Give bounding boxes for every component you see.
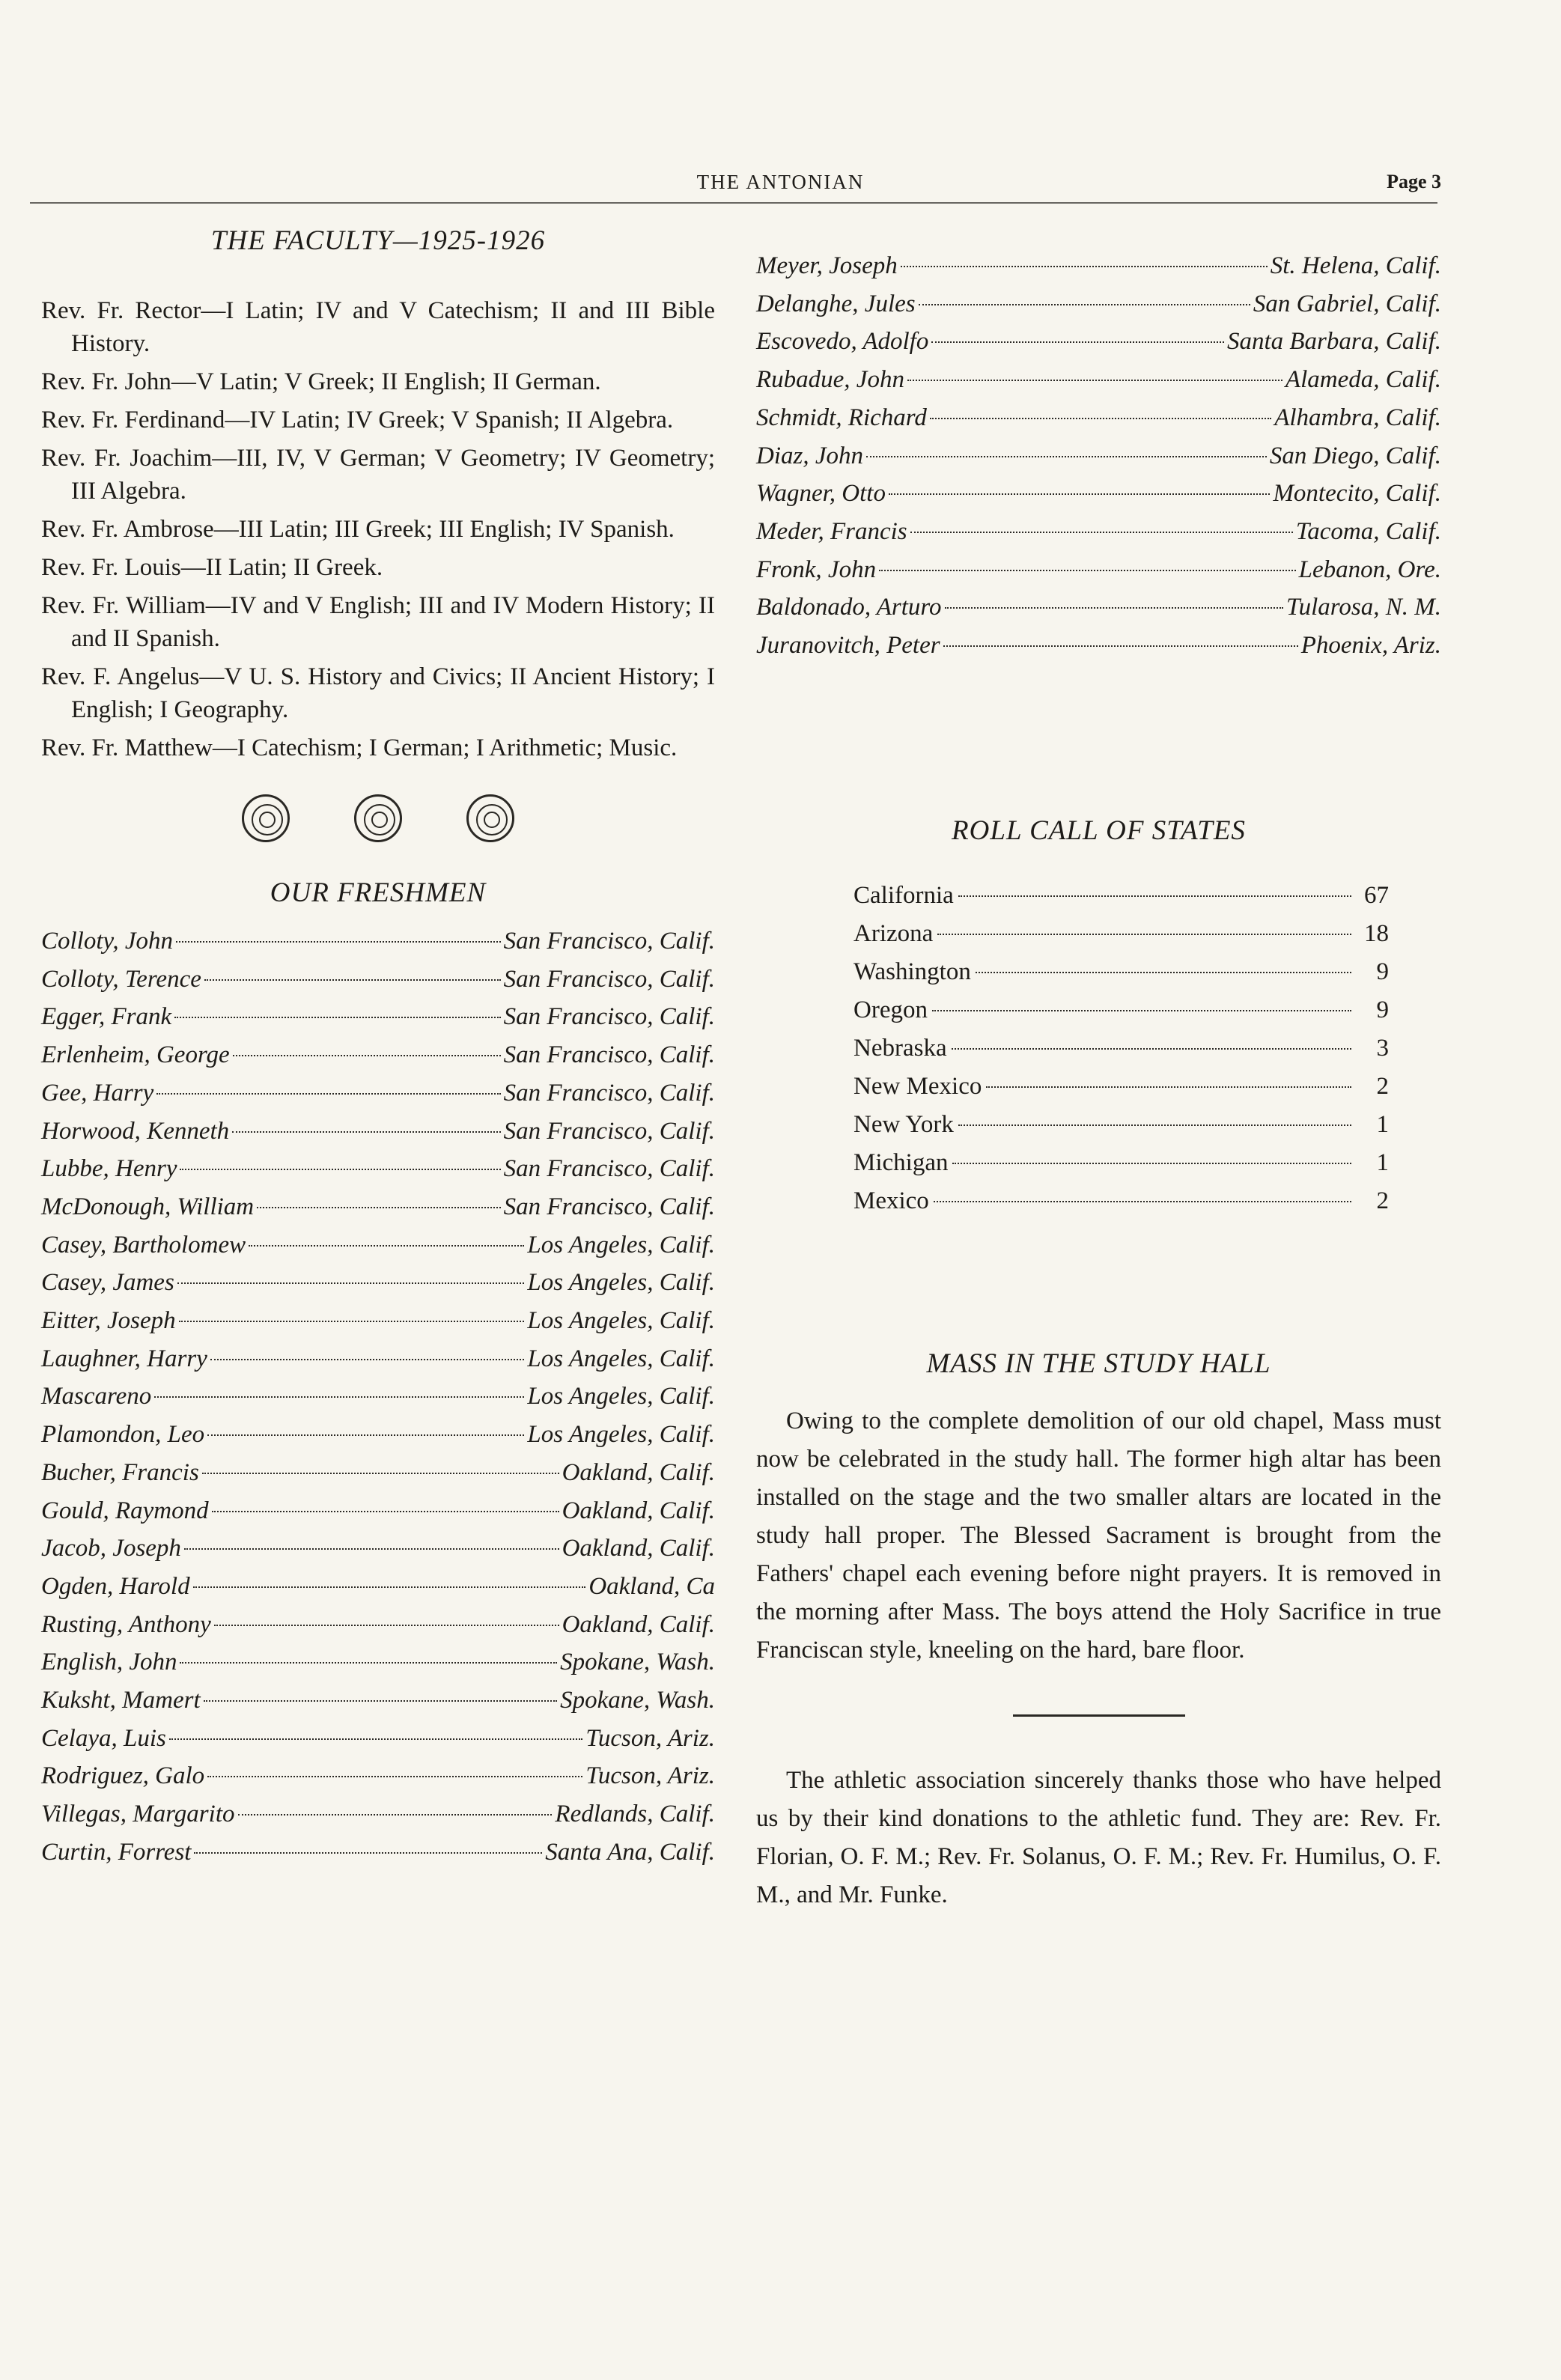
- freshman-row: [41, 1378, 715, 1416]
- dot-leader: [907, 380, 1282, 381]
- freshman-row: [41, 1036, 715, 1074]
- section-divider: [1013, 1714, 1185, 1717]
- entry-name: Baldonado, Arturo: [756, 594, 942, 621]
- page-header: [0, 171, 1561, 201]
- entry-name: Rodriguez, Galo: [41, 1762, 205, 1790]
- state-count: 1: [1376, 1110, 1389, 1138]
- freshman-row: [41, 922, 715, 961]
- freshman-row: [41, 1188, 715, 1226]
- state-row: [853, 1182, 1389, 1220]
- entry-name: Laughner, Harry: [41, 1345, 207, 1372]
- state-row: [853, 991, 1389, 1029]
- dot-leader: [238, 1814, 553, 1816]
- freshman-row: [41, 1150, 715, 1188]
- dot-leader: [210, 1359, 525, 1360]
- dot-leader: [214, 1625, 559, 1626]
- dot-leader: [154, 1396, 524, 1398]
- freshman-row: [756, 247, 1441, 285]
- dot-leader: [901, 266, 1268, 267]
- faculty-entry: Rev. Fr. Matthew—I Catechism; I German; I Arithmetic; Music.: [41, 734, 678, 761]
- dot-leader: [156, 1093, 500, 1095]
- entry-name: Celaya, Luis: [41, 1724, 166, 1752]
- freshman-row: [41, 1720, 715, 1758]
- dot-leader: [184, 1548, 559, 1550]
- right-column: [756, 247, 1441, 1914]
- mass-heading: MASS IN THE STUDY HALL: [926, 1348, 1271, 1379]
- rose-icon: [466, 794, 514, 842]
- header-rule: [30, 202, 1437, 204]
- freshman-row: [41, 1264, 715, 1302]
- entry-place: Oakland, Ca: [588, 1572, 715, 1600]
- dot-leader: [177, 1282, 525, 1284]
- faculty-entry: Rev. Fr. Rector—I Latin; IV and V Catechism; II and III Bible History.: [41, 297, 715, 357]
- entry-place: Spokane, Wash.: [560, 1687, 715, 1714]
- freshmen-list: [41, 922, 715, 1872]
- entry-name: Lubbe, Henry: [41, 1155, 177, 1183]
- dot-leader: [889, 493, 1270, 495]
- entry-place: San Francisco, Calif.: [503, 1155, 715, 1183]
- state-name: Michigan: [853, 1148, 949, 1176]
- state-name: Washington: [853, 958, 971, 985]
- entry-name: Colloty, Terence: [41, 965, 201, 993]
- dot-leader: [180, 1662, 557, 1664]
- entry-name: Rusting, Anthony: [41, 1610, 211, 1638]
- entry-place: Los Angeles, Calif.: [527, 1231, 715, 1259]
- entry-name: Escovedo, Adolfo: [756, 328, 929, 356]
- rose-ornament: [41, 787, 715, 854]
- entry-name: Mascareno: [41, 1383, 152, 1410]
- entry-place: San Francisco, Calif.: [503, 965, 715, 993]
- state-name: Oregon: [853, 996, 928, 1023]
- entry-place: Phoenix, Ariz.: [1300, 632, 1441, 660]
- publication-title: THE ANTONIAN: [696, 171, 865, 193]
- freshman-row: [41, 1340, 715, 1378]
- state-name: New York: [853, 1110, 954, 1138]
- freshman-row: [41, 998, 715, 1036]
- freshman-row: [756, 627, 1441, 665]
- dot-leader: [193, 1586, 586, 1588]
- faculty-heading: THE FACULTY—1925-1926: [210, 225, 546, 256]
- dot-leader: [932, 1010, 1351, 1011]
- dot-leader: [180, 1169, 500, 1170]
- dot-leader: [930, 418, 1271, 419]
- entry-name: Jacob, Joseph: [41, 1535, 181, 1562]
- state-count: 67: [1364, 881, 1389, 909]
- entry-place: Los Angeles, Calif.: [527, 1383, 715, 1410]
- state-row: [853, 877, 1389, 915]
- entry-name: Diaz, John: [756, 442, 863, 469]
- faculty-entry: Rev. Fr. Ambrose—III Latin; III Greek; III English; IV Spanish.: [41, 516, 675, 543]
- freshman-row: [41, 961, 715, 999]
- faculty-entry: Rev. Fr. Ferdinand—IV Latin; IV Greek; V Spanish; II Algebra.: [41, 407, 674, 433]
- state-name: Nebraska: [853, 1034, 947, 1062]
- entry-place: Lebanon, Ore.: [1298, 556, 1441, 583]
- dot-leader: [212, 1511, 559, 1512]
- dot-leader: [958, 895, 1351, 897]
- mass-article: Owing to the complete demolition of our old chapel, Mass must now be celebrated in the study hall. The former high altar has been installed on the stage and the two smaller altars are located in the study hall proper. The Blessed Sacrament is brought from the Fathers' chapel each evening before night prayers. It is removed in the morning after Mass. The boys attend the Holy Sacrifice in true Franciscan style, kneeling on the hard, bare floor.: [756, 1407, 1441, 1664]
- entry-name: Delanghe, Jules: [756, 290, 916, 317]
- roll-call-heading: ROLL CALL OF STATES: [952, 815, 1246, 846]
- entry-place: Oakland, Calif.: [562, 1497, 715, 1524]
- entry-place: Tularosa, N. M.: [1286, 594, 1441, 621]
- dot-leader: [866, 456, 1267, 457]
- dot-leader: [202, 1473, 559, 1474]
- dot-leader: [952, 1163, 1351, 1164]
- freshman-row: [41, 1530, 715, 1568]
- freshman-row: [756, 399, 1441, 437]
- dot-leader: [179, 1321, 525, 1322]
- entry-place: Santa Barbara, Calif.: [1226, 328, 1441, 356]
- entry-place: Redlands, Calif.: [555, 1801, 715, 1828]
- left-column: [41, 225, 715, 1872]
- entry-place: San Francisco, Calif.: [503, 1041, 715, 1069]
- dot-leader: [943, 645, 1298, 647]
- entry-name: Egger, Frank: [41, 1003, 172, 1031]
- state-row: [853, 953, 1389, 991]
- entry-place: Los Angeles, Calif.: [527, 1421, 715, 1449]
- dot-leader: [952, 1048, 1351, 1050]
- dot-leader: [257, 1207, 501, 1208]
- entry-name: Meder, Francis: [756, 517, 907, 545]
- entry-place: San Gabriel, Calif.: [1253, 290, 1441, 317]
- entry-name: Kuksht, Mamert: [41, 1687, 201, 1714]
- dot-leader: [945, 607, 1284, 609]
- freshman-row: [756, 475, 1441, 513]
- entry-place: Oakland, Calif.: [562, 1458, 715, 1486]
- state-count: 2: [1376, 1072, 1389, 1100]
- dot-leader: [169, 1738, 582, 1740]
- faculty-entry: Rev. Fr. Louis—II Latin; II Greek.: [41, 554, 383, 581]
- entry-place: Alameda, Calif.: [1285, 366, 1441, 394]
- state-name: New Mexico: [853, 1072, 982, 1100]
- entry-place: Los Angeles, Calif.: [527, 1345, 715, 1372]
- freshman-row: [41, 1113, 715, 1151]
- dot-leader: [233, 1055, 501, 1056]
- faculty-entry: Rev. Fr. William—IV and V English; III and IV Modern History; II and II Spanish.: [41, 592, 715, 652]
- dot-leader: [176, 941, 501, 943]
- entry-name: Rubadue, John: [756, 366, 904, 394]
- rose-icon: [354, 794, 402, 842]
- entry-name: Eitter, Joseph: [41, 1307, 176, 1335]
- dot-leader: [958, 1124, 1351, 1126]
- entry-name: Casey, James: [41, 1269, 174, 1297]
- entry-place: Los Angeles, Calif.: [527, 1269, 715, 1297]
- dot-leader: [879, 570, 1296, 571]
- state-name: Mexico: [853, 1187, 929, 1214]
- entry-name: McDonough, William: [41, 1193, 255, 1220]
- entry-name: Erlenheim, George: [41, 1041, 230, 1069]
- entry-place: Tacoma, Calif.: [1295, 517, 1441, 545]
- freshman-row: [41, 1643, 715, 1681]
- entry-name: Horwood, Kenneth: [41, 1117, 230, 1145]
- freshman-row: [41, 1757, 715, 1795]
- state-count: 1: [1376, 1148, 1389, 1176]
- state-count: 3: [1376, 1034, 1389, 1062]
- state-count: 18: [1364, 919, 1389, 947]
- dot-leader: [207, 1434, 524, 1436]
- entry-name: Curtin, Forrest: [41, 1838, 192, 1866]
- entry-place: San Francisco, Calif.: [503, 1117, 715, 1145]
- freshman-row: [756, 323, 1441, 361]
- dot-leader: [910, 532, 1293, 533]
- entry-place: San Diego, Calif.: [1269, 442, 1441, 469]
- entry-name: Plamondon, Leo: [41, 1421, 205, 1449]
- state-row: [853, 915, 1389, 953]
- state-row: [853, 1068, 1389, 1106]
- entry-name: Juranovitch, Peter: [756, 632, 940, 660]
- freshman-row: [41, 1492, 715, 1530]
- freshman-row: [756, 551, 1441, 589]
- dot-leader: [194, 1852, 542, 1854]
- state-name: Arizona: [853, 919, 934, 947]
- entry-place: Alhambra, Calif.: [1274, 404, 1441, 431]
- dot-leader: [934, 1201, 1351, 1202]
- states-list: [756, 877, 1441, 1220]
- freshman-row: [756, 285, 1441, 323]
- entry-name: Wagner, Otto: [756, 480, 886, 508]
- state-count: 9: [1376, 996, 1389, 1023]
- faculty-list: [41, 294, 715, 764]
- entry-name: Bucher, Francis: [41, 1458, 199, 1486]
- state-row: [853, 1144, 1389, 1182]
- dot-leader: [937, 934, 1351, 935]
- entry-name: Colloty, John: [41, 928, 173, 955]
- freshman-row: [756, 361, 1441, 399]
- entry-place: Los Angeles, Calif.: [527, 1307, 715, 1335]
- entry-place: St. Helena, Calif.: [1270, 252, 1441, 279]
- entry-place: San Francisco, Calif.: [503, 928, 715, 955]
- entry-place: Tucson, Ariz.: [585, 1724, 715, 1752]
- dot-leader: [204, 1700, 557, 1702]
- entry-name: Ogden, Harold: [41, 1572, 190, 1600]
- rose-icon: [242, 794, 290, 842]
- faculty-entry: Rev. Fr. John—V Latin; V Greek; II English; II German.: [41, 368, 601, 395]
- page-number: Page 3: [1387, 171, 1441, 192]
- entry-name: Villegas, Margarito: [41, 1801, 235, 1828]
- athletic-article: The athletic association sincerely thanks those who have helped us by their kind donations to the athletic fund. They are: Rev. Fr. Florian, O. F. M.; Rev. Fr. Solanus, O. F. M.; Rev. Fr. Humilus, O. F. M., and Mr. Funke.: [756, 1766, 1441, 1908]
- dot-leader: [204, 979, 501, 981]
- entry-place: San Francisco, Calif.: [503, 1079, 715, 1107]
- freshman-row: [41, 1074, 715, 1113]
- state-name: California: [853, 881, 954, 909]
- entry-name: Meyer, Joseph: [756, 252, 898, 279]
- freshman-row: [41, 1454, 715, 1492]
- dot-leader: [931, 341, 1224, 343]
- dot-leader: [232, 1131, 501, 1133]
- dot-leader: [919, 304, 1250, 305]
- freshman-row: [756, 437, 1441, 475]
- entry-place: Santa Ana, Calif.: [545, 1838, 715, 1866]
- dot-leader: [207, 1776, 582, 1777]
- entry-name: Fronk, John: [756, 556, 877, 583]
- freshmen-list-continued: [756, 247, 1441, 665]
- entry-place: Oakland, Calif.: [562, 1610, 715, 1638]
- freshman-row: [41, 1681, 715, 1720]
- faculty-entry: Rev. Fr. Joachim—III, IV, V German; V Geometry; IV Geometry; III Algebra.: [41, 445, 715, 505]
- entry-name: English, John: [41, 1649, 177, 1676]
- entry-place: Oakland, Calif.: [562, 1535, 715, 1562]
- faculty-entry: Rev. F. Angelus—V U. S. History and Civics; II Ancient History; I English; I Geography.: [41, 663, 715, 723]
- state-count: 2: [1376, 1187, 1389, 1214]
- freshman-row: [756, 513, 1441, 551]
- entry-place: Tucson, Ariz.: [585, 1762, 715, 1790]
- freshman-row: [41, 1606, 715, 1644]
- entry-name: Schmidt, Richard: [756, 404, 927, 431]
- state-count: 9: [1376, 958, 1389, 985]
- state-row: [853, 1029, 1389, 1068]
- entry-name: Gee, Harry: [41, 1079, 154, 1107]
- freshman-row: [756, 588, 1441, 627]
- freshman-row: [41, 1568, 715, 1606]
- entry-name: Casey, Bartholomew: [41, 1231, 246, 1259]
- freshman-row: [41, 1416, 715, 1454]
- entry-place: San Francisco, Calif.: [503, 1003, 715, 1031]
- freshman-row: [41, 1833, 715, 1872]
- freshman-row: [41, 1302, 715, 1340]
- state-row: [853, 1106, 1389, 1144]
- entry-place: San Francisco, Calif.: [503, 1193, 715, 1220]
- freshman-row: [41, 1226, 715, 1264]
- entry-place: Montecito, Calif.: [1273, 480, 1441, 508]
- entry-name: Gould, Raymond: [41, 1497, 209, 1524]
- freshmen-heading: OUR FRESHMEN: [270, 877, 487, 908]
- dot-leader: [249, 1245, 524, 1247]
- dot-leader: [986, 1086, 1351, 1088]
- dot-leader: [976, 972, 1351, 973]
- dot-leader: [174, 1017, 501, 1018]
- entry-place: Spokane, Wash.: [560, 1649, 715, 1676]
- freshman-row: [41, 1795, 715, 1833]
